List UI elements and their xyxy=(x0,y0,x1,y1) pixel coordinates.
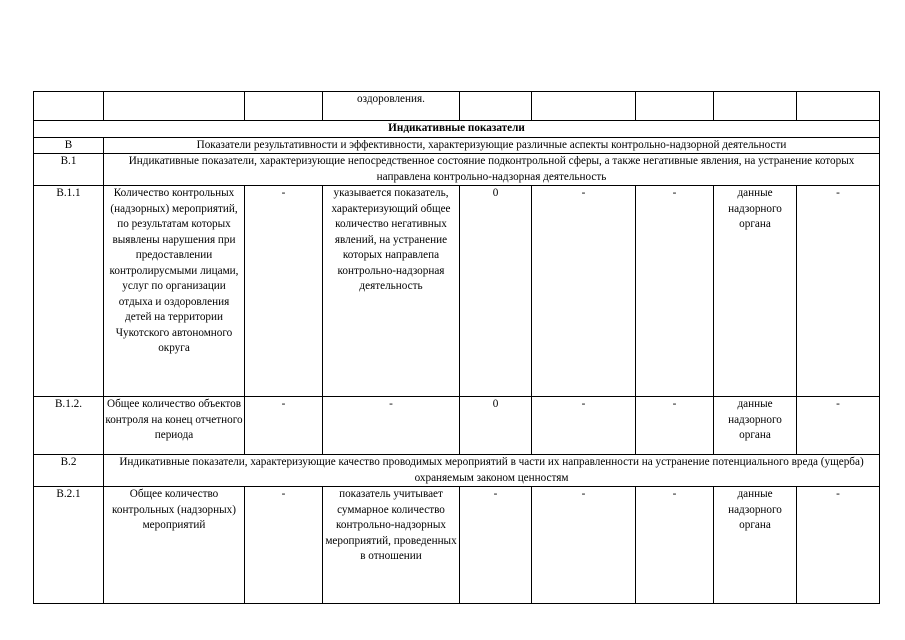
cell-value: - xyxy=(636,397,714,455)
table-row-b12 xyxy=(34,397,880,455)
cell-value: - xyxy=(636,186,714,397)
section-code: В xyxy=(34,137,104,154)
cell-empty xyxy=(34,92,104,121)
cell-empty xyxy=(532,92,636,121)
table-row-section-b1 xyxy=(34,154,880,186)
indicator-name: Количество контрольных (надзорных) мероприятий, по результатам которых выявлены нарушения при предоставлении контролирусмыми лицами, услуг по организации отдыха и оздоровления детей на территории Чукотского автономного округа xyxy=(104,186,245,397)
indicator-name: Общее количество объектов контроля на конец отчетного периода xyxy=(104,397,245,455)
section-title: Индикативные показатели, характеризующие качество проводимых мероприятий в части их направленности на устранение потенциального вреда (ущерба) охраняемым законом ценностям xyxy=(104,455,880,487)
cell-continuation-text: оздоровления. xyxy=(323,92,460,121)
cell-value: - xyxy=(532,186,636,397)
row-code: В.1.2. xyxy=(34,397,104,455)
row-code: В.2.1 xyxy=(34,487,104,604)
table-row-continuation xyxy=(34,92,880,121)
indicator-description: указывается показатель, характеризующий общее количество негативных явлений, на устранение которых направлепа контрольно-надзорная деятельность xyxy=(323,186,460,397)
table-row-b21 xyxy=(34,487,880,604)
section-code: В.2 xyxy=(34,455,104,487)
cell-value: - xyxy=(636,487,714,604)
cell-value: - xyxy=(532,397,636,455)
data-source: данные надзорного органа xyxy=(714,397,797,455)
section-title: Индикативные показатели, характеризующие непосредственное состояние подконтрольной сферы, а также негативные явления, на устранение которых направлена контрольно-надзорная деятельность xyxy=(104,154,880,186)
cell-value: - xyxy=(460,487,532,604)
cell-value: - xyxy=(245,186,323,397)
cell-value: 0 xyxy=(460,397,532,455)
indicator-name: Общее количество контрольных (надзорных) мероприятий xyxy=(104,487,245,604)
cell-value: - xyxy=(797,487,880,604)
section-title: Показатели результативности и эффективности, характеризующие различные аспекты контрольно-надзорной деятельности xyxy=(104,137,880,154)
cell-empty xyxy=(104,92,245,121)
indicator-description: - xyxy=(323,397,460,455)
cell-empty xyxy=(714,92,797,121)
table-row-section-b xyxy=(34,137,880,154)
cell-value: - xyxy=(797,186,880,397)
indicative-heading: Индикативные показатели xyxy=(34,121,880,138)
indicator-description: показатель учитывает суммарное количество контрольно-надзорных мероприятий, проведенных в отношении xyxy=(323,487,460,604)
table-row-heading xyxy=(34,121,880,138)
cell-empty xyxy=(797,92,880,121)
data-source: данные надзорного органа xyxy=(714,487,797,604)
row-code: В.1.1 xyxy=(34,186,104,397)
section-code: В.1 xyxy=(34,154,104,186)
cell-value: - xyxy=(797,397,880,455)
cell-value: - xyxy=(245,397,323,455)
indicators-table xyxy=(33,91,880,604)
cell-empty xyxy=(636,92,714,121)
cell-value: - xyxy=(245,487,323,604)
cell-empty xyxy=(245,92,323,121)
table-row-b11 xyxy=(34,186,880,397)
cell-value: - xyxy=(532,487,636,604)
cell-empty xyxy=(460,92,532,121)
table-row-section-b2 xyxy=(34,455,880,487)
data-source: данные надзорного органа xyxy=(714,186,797,397)
cell-value: 0 xyxy=(460,186,532,397)
